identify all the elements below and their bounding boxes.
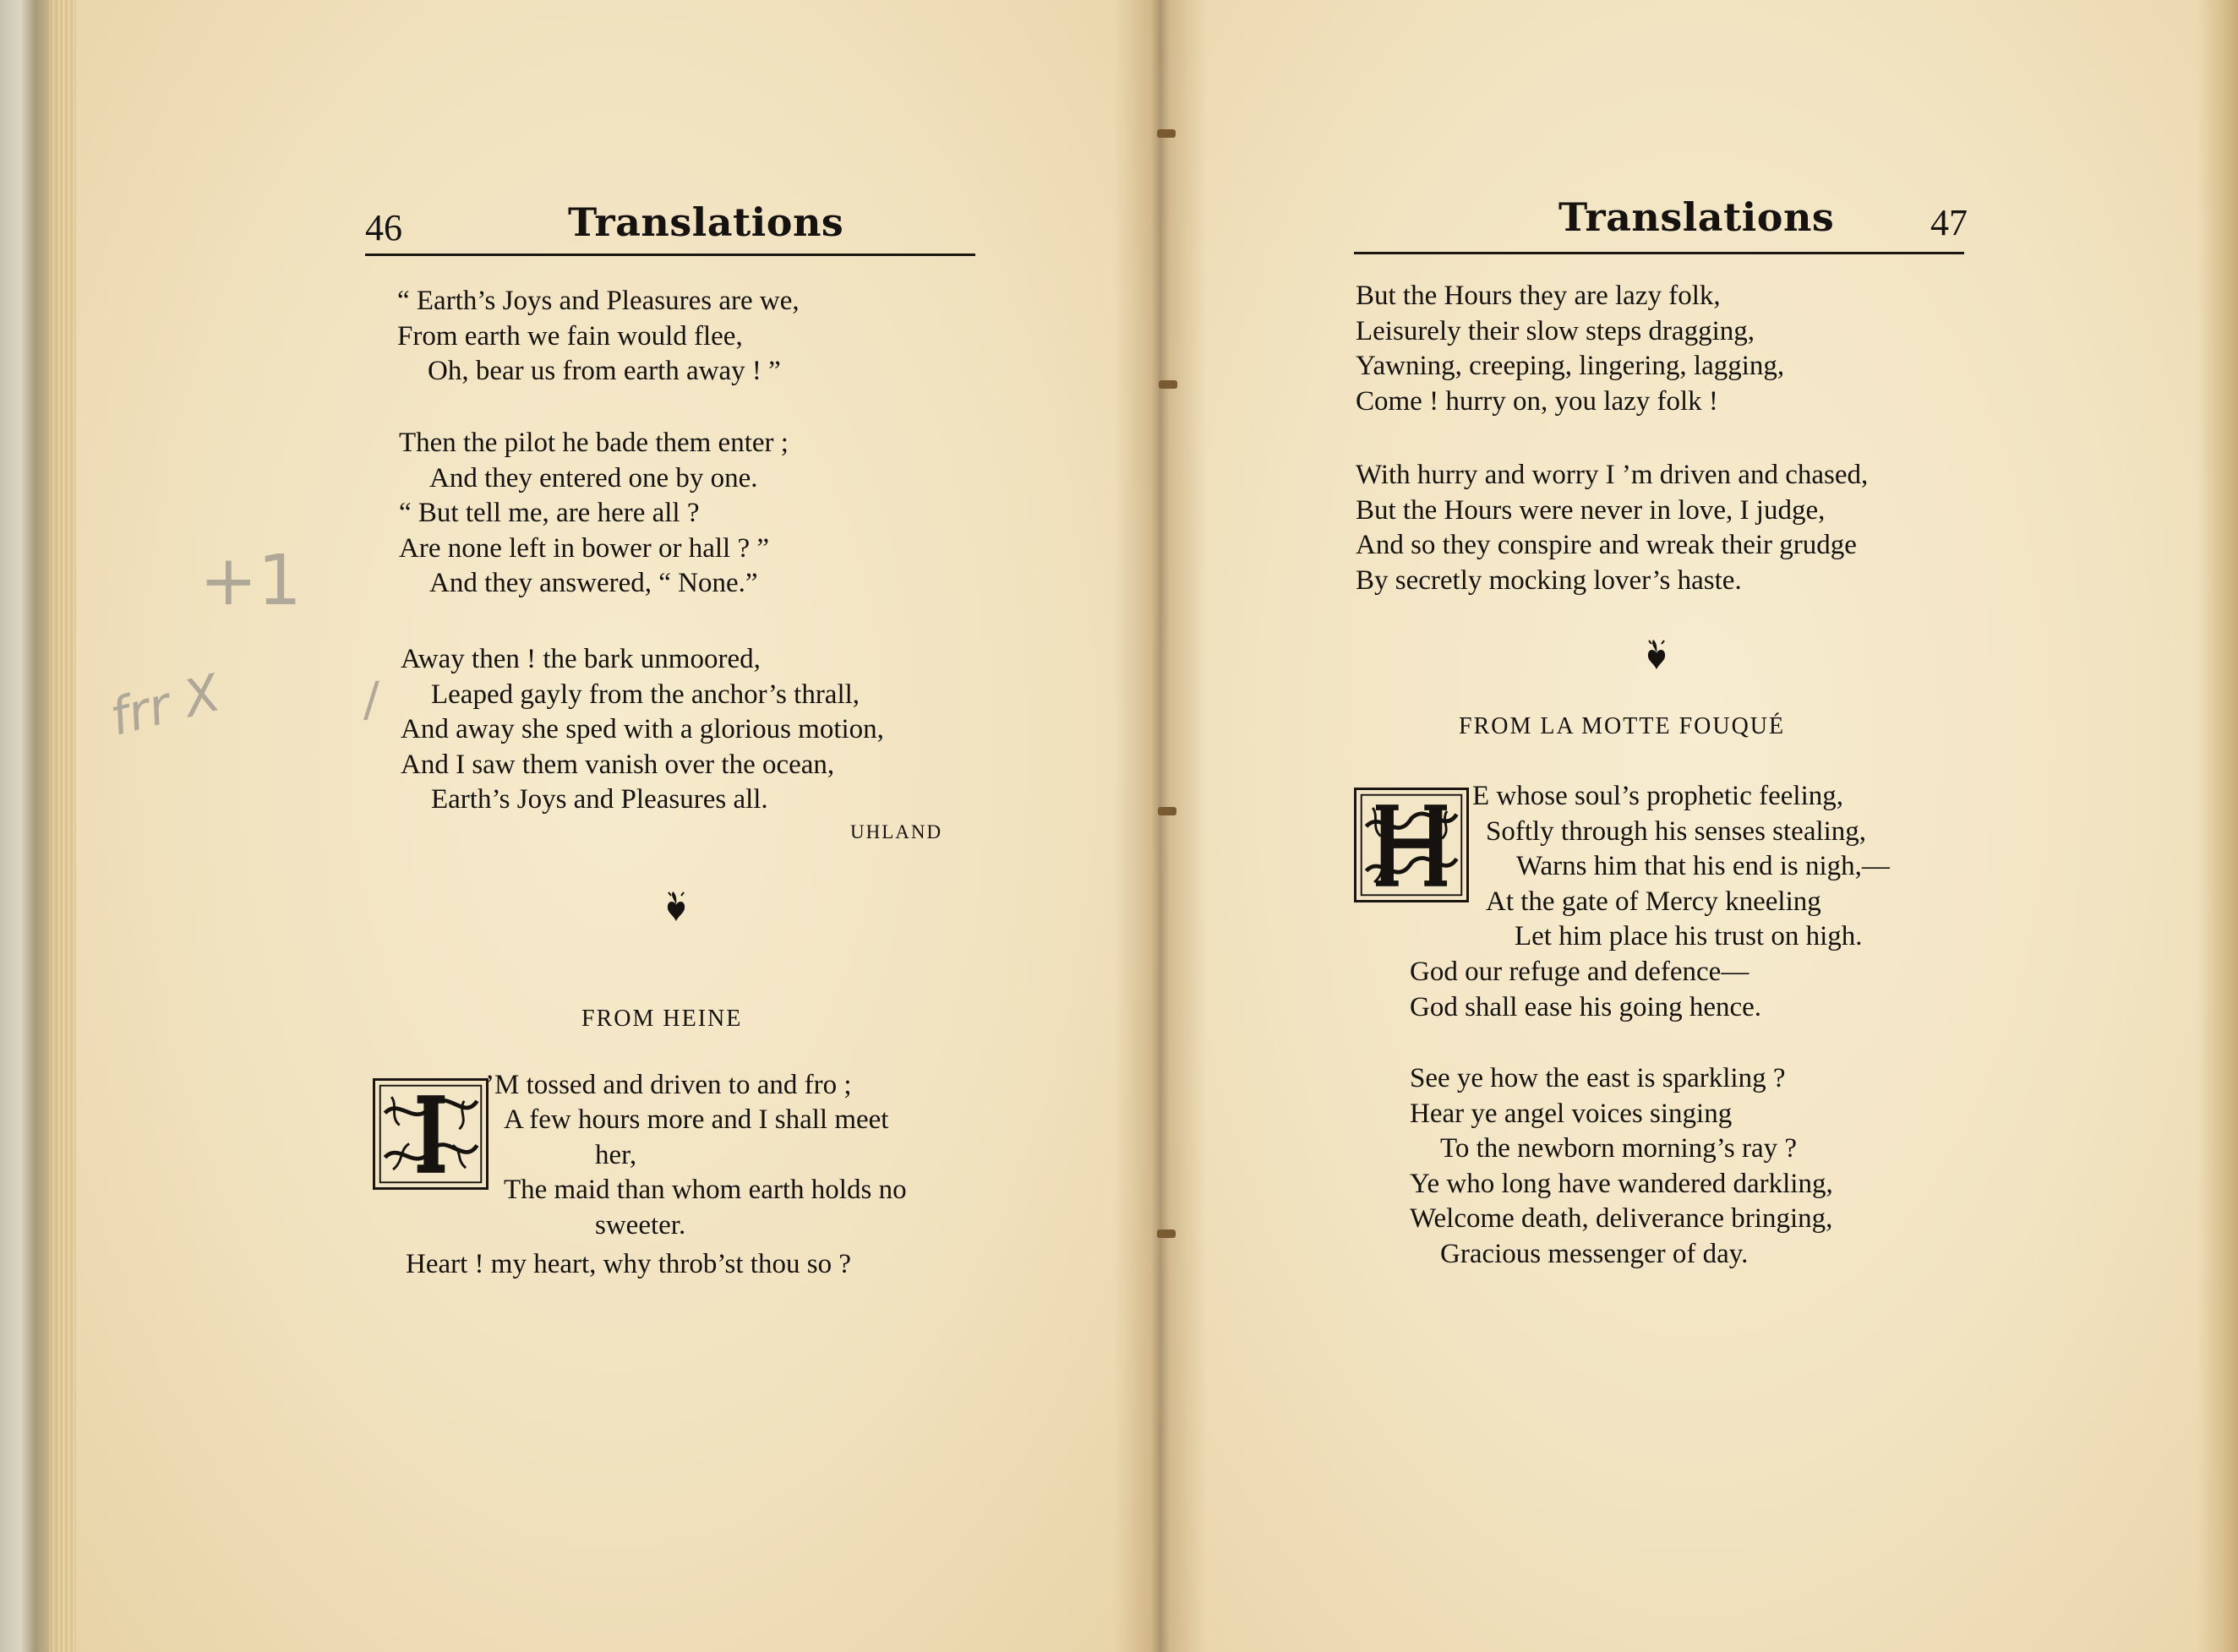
verse-line: God shall ease his going hence. bbox=[1410, 991, 1762, 1022]
verse-line: And I saw them vanish over the ocean, bbox=[401, 749, 835, 780]
fouque-refrain bbox=[1410, 955, 1761, 1025]
dropcap-ornament bbox=[1354, 788, 1469, 902]
verse-line: ’M tossed and driven to and fro ; bbox=[485, 1070, 852, 1100]
stanza-pilot bbox=[399, 426, 789, 602]
section-title-fouque: FROM LA MOTTE FOUQUÉ bbox=[1459, 713, 1786, 739]
verse-line: From earth we fain would flee, bbox=[397, 320, 743, 352]
book-gutter bbox=[1114, 0, 1207, 1652]
verse-line: To the newborn morning’s ray ? bbox=[1440, 1133, 1798, 1164]
heine-poem bbox=[485, 1068, 852, 1104]
verse-line: Come ! hurry on, you lazy folk ! bbox=[1356, 385, 1718, 417]
verse-line: Warns him that his end is nigh,— bbox=[1516, 851, 1890, 881]
verse-line: Earth’s Joys and Pleasures all. bbox=[431, 784, 768, 815]
pencil-note: frr X bbox=[104, 663, 227, 748]
heine-poem-cont bbox=[504, 1103, 907, 1243]
fleuron-ornament-icon bbox=[1644, 637, 1669, 671]
verse-line: Welcome death, deliverance bringing, bbox=[1410, 1203, 1833, 1234]
verse-line: By secretly mocking lover’s haste. bbox=[1356, 564, 1742, 596]
verse-line: A few hours more and I shall meet bbox=[504, 1104, 889, 1135]
verse-line: “ Earth’s Joys and Pleasures are we, bbox=[397, 286, 800, 316]
verse-line: Hear ye angel voices singing bbox=[1410, 1098, 1733, 1129]
header-rule-right bbox=[1354, 252, 1964, 254]
stanza-earths-joys bbox=[397, 284, 800, 390]
header-rule-left bbox=[365, 254, 975, 256]
dropcap-ornament bbox=[373, 1078, 489, 1190]
verse-line: E whose soul’s prophetic feeling, bbox=[1472, 781, 1843, 811]
stanza-lazy-hours bbox=[1356, 279, 1784, 419]
attribution-uhland: UHLAND bbox=[850, 821, 943, 842]
verse-line: But the Hours were never in love, I judge, bbox=[1356, 494, 1826, 526]
dropcap-letter-i-icon bbox=[375, 1081, 486, 1187]
verse-line: And they answered, “ None.” bbox=[429, 568, 758, 598]
fouque-stanza-2 bbox=[1410, 1061, 1833, 1272]
left-page bbox=[76, 0, 1156, 1652]
verse-line: Leisurely their slow steps dragging, bbox=[1356, 315, 1755, 346]
verse-line: See ye how the east is sparkling ? bbox=[1410, 1063, 1786, 1093]
pencil-note: +1 bbox=[199, 541, 302, 621]
dropcap-letter-h-icon bbox=[1356, 790, 1466, 900]
verse-line: sweeter. bbox=[595, 1209, 686, 1240]
verse-line: But the Hours they are lazy folk, bbox=[1356, 281, 1721, 311]
verse-line: “ But tell me, are here all ? bbox=[399, 498, 700, 528]
verse-line: And so they conspire and wreak their grudge bbox=[1356, 530, 1857, 560]
running-head-right: Translations bbox=[1558, 194, 1835, 240]
verse-line: And away she sped with a glorious motion, bbox=[401, 714, 884, 744]
verse-line: God our refuge and defence— bbox=[1410, 957, 1749, 987]
page-number-left: 46 bbox=[365, 207, 402, 248]
verse-line: Heart ! my heart, why throb’st thou so ? bbox=[406, 1249, 851, 1279]
section-title-heine: FROM HEINE bbox=[581, 1006, 743, 1032]
binding-stitch bbox=[1159, 380, 1177, 389]
verse-line: Away then ! the bark unmoored, bbox=[401, 644, 761, 674]
fleuron-ornament-icon bbox=[663, 889, 689, 923]
stanza-hurry-worry bbox=[1356, 458, 1868, 598]
right-page-edge bbox=[2197, 0, 2238, 1652]
verse-line: At the gate of Mercy kneeling bbox=[1486, 886, 1821, 917]
fouque-stanza-1 bbox=[1472, 779, 1890, 955]
heine-poem-last bbox=[406, 1247, 851, 1283]
verse-line: Softly through his senses stealing, bbox=[1486, 815, 1867, 847]
verse-line: Yawning, creeping, lingering, lagging, bbox=[1356, 351, 1785, 381]
verse-line: her, bbox=[595, 1139, 637, 1170]
pencil-note: / bbox=[363, 673, 379, 728]
verse-line: Let him place his trust on high. bbox=[1515, 921, 1863, 951]
binding-stitch bbox=[1158, 807, 1176, 815]
verse-line: And they entered one by one. bbox=[429, 462, 758, 493]
verse-line: Are none left in bower or hall ? ” bbox=[399, 532, 769, 564]
verse-line: Then the pilot he bade them enter ; bbox=[399, 428, 789, 458]
page-number-right: 47 bbox=[1930, 202, 1968, 243]
binding-stitch bbox=[1157, 129, 1176, 138]
verse-line: The maid than whom earth holds no bbox=[504, 1175, 907, 1205]
binding-stitch bbox=[1157, 1229, 1176, 1238]
running-head-left: Translations bbox=[568, 199, 844, 245]
verse-line: Ye who long have wandered darkling, bbox=[1410, 1168, 1833, 1199]
verse-line: Leaped gayly from the anchor’s thrall, bbox=[431, 679, 860, 710]
verse-line: Oh, bear us from earth away ! ” bbox=[428, 356, 781, 386]
verse-line: Gracious messenger of day. bbox=[1440, 1238, 1749, 1269]
stanza-away bbox=[401, 642, 884, 818]
verse-line: With hurry and worry I ’m driven and chased, bbox=[1356, 460, 1869, 490]
